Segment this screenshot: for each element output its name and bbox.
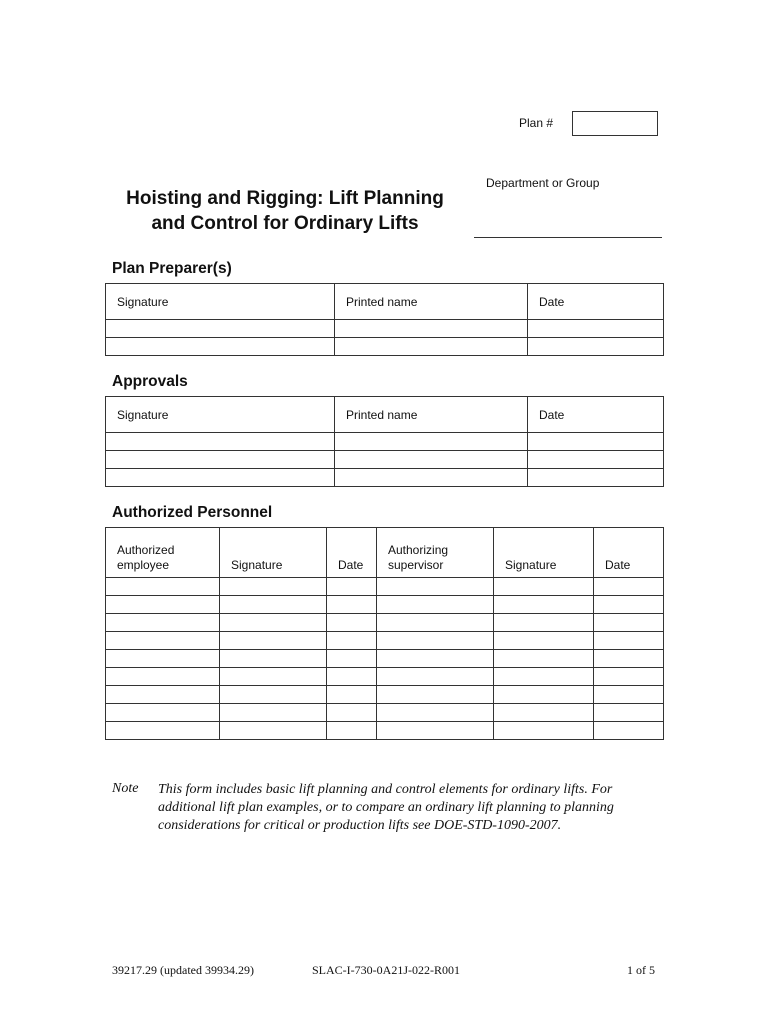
header-line: Authorized [117,543,175,557]
supervisor-name-cell[interactable] [377,722,494,740]
employee-name-cell[interactable] [106,632,220,650]
footer-page-number: 1 of 5 [627,963,655,977]
table-row [106,451,664,469]
approvals-heading: Approvals [112,373,188,390]
form-title-line2: and Control for Ordinary Lifts [151,213,419,234]
table-row [106,668,664,686]
employee-name-cell[interactable] [106,578,220,596]
employee-name-cell[interactable] [106,704,220,722]
employee-name-cell[interactable] [106,722,220,740]
header-line: Date [338,558,364,572]
note-text: This form includes basic lift planning and control elements for ordinary lifts. For additional lift plan examples, or to compare an ordinary lift planning to planning considerations for critical or production lifts see DOE-STD-1090-2007. [158,782,614,833]
supervisor-date-cell[interactable] [594,578,664,596]
employee-signature-cell[interactable] [220,704,327,722]
header-line: supervisor [388,558,444,572]
date-cell[interactable] [528,469,664,487]
date-cell[interactable] [528,320,664,338]
employee-date-cell[interactable] [327,668,377,686]
header-line: employee [117,558,170,572]
employee-name-cell[interactable] [106,650,220,668]
supervisor-signature-cell[interactable] [494,668,594,686]
supervisor-date-cell[interactable] [594,686,664,704]
supervisor-date-cell[interactable] [594,704,664,722]
personnel-rows [106,578,664,740]
supervisor-name-cell[interactable] [377,632,494,650]
approvals-col-printed-name: Printed name [335,397,528,433]
supervisor-name-cell[interactable] [377,650,494,668]
printed-name-cell[interactable] [335,320,528,338]
approvals-header-row [106,397,664,433]
signature-cell[interactable] [106,451,335,469]
personnel-col-supervisor-date [594,528,664,578]
supervisor-name-cell[interactable] [377,704,494,722]
personnel-table [105,527,664,740]
printed-name-cell[interactable] [335,338,528,356]
employee-signature-cell[interactable] [220,722,327,740]
approvals-col-date: Date [528,397,664,433]
employee-signature-cell[interactable] [220,614,327,632]
supervisor-signature-cell[interactable] [494,686,594,704]
employee-date-cell[interactable] [327,632,377,650]
employee-signature-cell[interactable] [220,650,327,668]
department-label: Department or Group [486,176,600,190]
supervisor-name-cell[interactable] [377,614,494,632]
printed-name-cell[interactable] [335,433,528,451]
employee-name-cell[interactable] [106,668,220,686]
personnel-heading: Authorized Personnel [112,504,273,521]
preparers-col-printed-name: Printed name [335,284,528,320]
table-row [106,632,664,650]
approvals-col-signature: Signature [106,397,335,433]
supervisor-signature-cell[interactable] [494,578,594,596]
printed-name-cell[interactable] [335,451,528,469]
signature-cell[interactable] [106,320,335,338]
employee-signature-cell[interactable] [220,668,327,686]
personnel-col-employee-date [327,528,377,578]
employee-date-cell[interactable] [327,596,377,614]
employee-signature-cell[interactable] [220,578,327,596]
supervisor-date-cell[interactable] [594,596,664,614]
employee-signature-cell[interactable] [220,686,327,704]
employee-date-cell[interactable] [327,578,377,596]
supervisor-name-cell[interactable] [377,578,494,596]
table-row [106,704,664,722]
table-row [106,433,664,451]
personnel-col-employee-signature [220,528,327,578]
supervisor-date-cell[interactable] [594,614,664,632]
employee-date-cell[interactable] [327,650,377,668]
supervisor-name-cell[interactable] [377,668,494,686]
employee-signature-cell[interactable] [220,632,327,650]
signature-cell[interactable] [106,433,335,451]
supervisor-signature-cell[interactable] [494,596,594,614]
preparers-col-date: Date [528,284,664,320]
supervisor-signature-cell[interactable] [494,704,594,722]
table-row [106,469,664,487]
note-label: Note [112,781,139,796]
employee-date-cell[interactable] [327,614,377,632]
employee-signature-cell[interactable] [220,596,327,614]
header-line: Signature [231,558,283,572]
employee-name-cell[interactable] [106,614,220,632]
preparers-heading: Plan Preparer(s) [112,260,232,277]
printed-name-cell[interactable] [335,469,528,487]
supervisor-date-cell[interactable] [594,650,664,668]
table-row [106,650,664,668]
signature-cell[interactable] [106,338,335,356]
employee-name-cell[interactable] [106,596,220,614]
supervisor-signature-cell[interactable] [494,614,594,632]
preparers-header-row [106,284,664,320]
supervisor-signature-cell[interactable] [494,722,594,740]
table-row [106,320,664,338]
employee-date-cell[interactable] [327,704,377,722]
plan-number-field[interactable] [572,111,658,136]
date-cell[interactable] [528,451,664,469]
footer-document-id: SLAC-I-730-0A21J-022-R001 [312,963,460,977]
table-row [106,722,664,740]
supervisor-name-cell[interactable] [377,686,494,704]
table-row [106,686,664,704]
supervisor-signature-cell[interactable] [494,632,594,650]
table-row [106,578,664,596]
employee-date-cell[interactable] [327,722,377,740]
personnel-col-authorized-employee [106,528,220,578]
signature-cell[interactable] [106,469,335,487]
department-field[interactable] [474,237,662,238]
footer-document-date: 39217.29 (updated 39934.29) [112,963,254,977]
supervisor-date-cell[interactable] [594,632,664,650]
date-cell[interactable] [528,338,664,356]
supervisor-date-cell[interactable] [594,668,664,686]
form-title-line1: Hoisting and Rigging: Lift Planning [126,188,444,209]
approvals-table [105,396,664,487]
employee-date-cell[interactable] [327,686,377,704]
supervisor-name-cell[interactable] [377,596,494,614]
table-row [106,596,664,614]
personnel-col-supervisor-signature [494,528,594,578]
header-line: Authorizing [388,543,449,557]
table-row [106,614,664,632]
employee-name-cell[interactable] [106,686,220,704]
header-line: Signature [505,558,557,572]
table-row [106,338,664,356]
plan-number-label: Plan # [519,116,554,130]
preparers-col-signature: Signature [106,284,335,320]
date-cell[interactable] [528,433,664,451]
personnel-header-row [106,528,664,578]
personnel-col-authorizing-supervisor [377,528,494,578]
form-title [105,186,465,236]
supervisor-signature-cell[interactable] [494,650,594,668]
header-line: Date [605,558,631,572]
supervisor-date-cell[interactable] [594,722,664,740]
preparers-table [105,283,664,356]
